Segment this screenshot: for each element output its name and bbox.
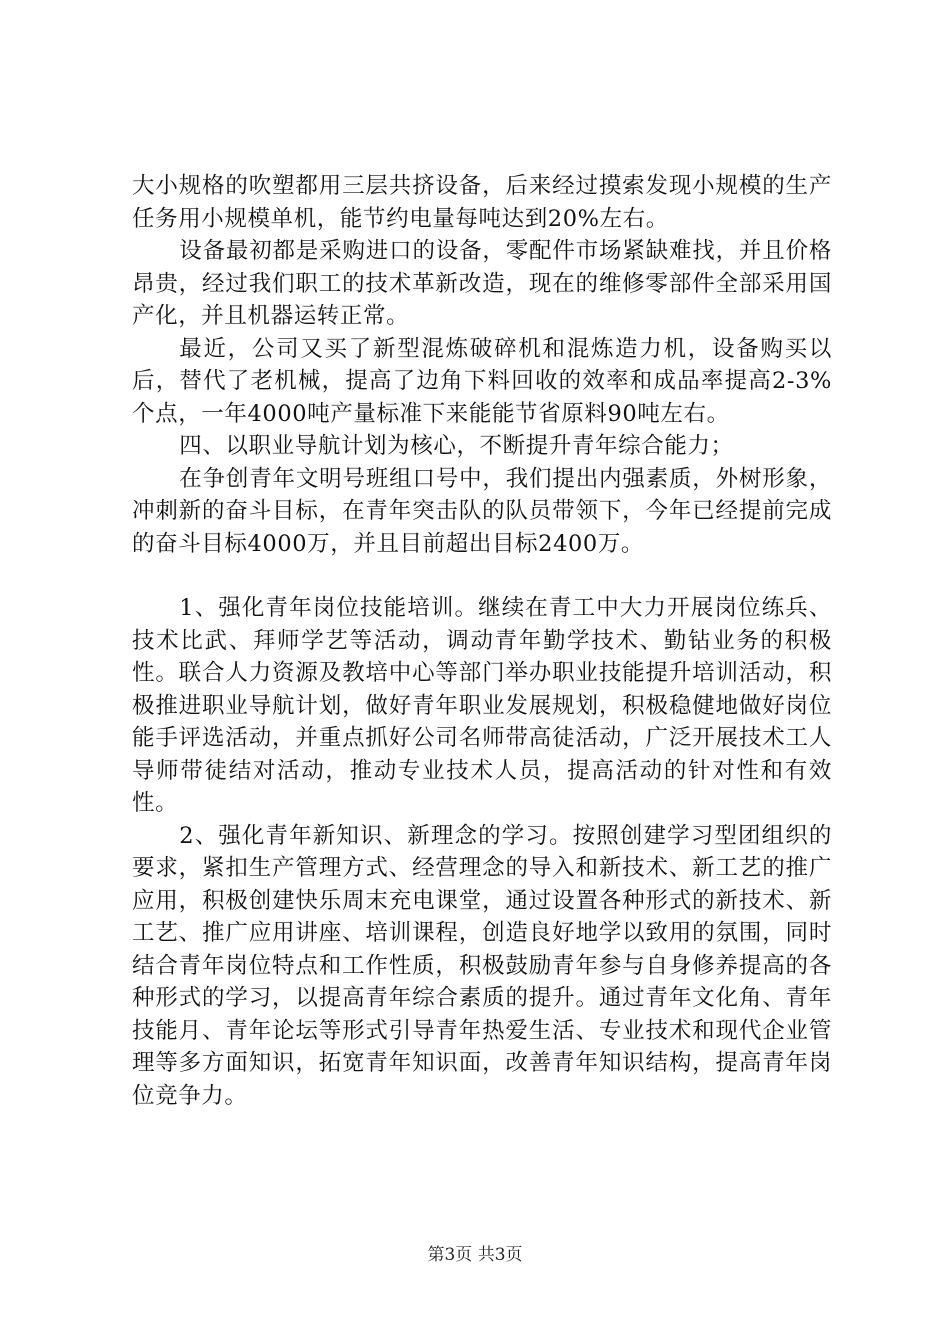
section-heading-four: 四、以职业导航计划为核心，不断提升青年综合能力； — [179, 433, 734, 459]
paragraph-equipment: 设备最初都是采购进口的设备，零配件市场紧缺难找，并且价格昂贵，经过我们职工的技术革新改造，现在的维修零部件全部采用国产化，并且机器运转正常。 — [132, 238, 832, 329]
paragraph-skill-training: 1、强化青年岗位技能培训。继续在青工中大力开展岗位练兵、技术比武、拜师学艺等活动，调动青年勤学技术、勤钻业务的积极性。联合人力资源及教培中心等部门举办职业技能提升培训活动，积极推进职业导航计划，做好青年职业发展规划，积极稳健地做好岗位能手评选活动，并重点抓好公司名师带高徒活动，广泛开展技术工人导师带徒结对活动，推动专业技术人员，提高活动的针对性和有效性。 — [132, 595, 832, 816]
paragraph-new-knowledge: 2、强化青年新知识、新理念的学习。按照创建学习型团组织的要求，紧扣生产管理方式、经营理念的导入和新技术、新工艺的推广应用，积极创建快乐周末充电课堂，通过设置各种形式的新技术、新工艺、推广应用讲座、培训课程，创造良好地学以致用的氛围，同时结合青年岗位特点和工作性质，积极鼓励青年参与自身修养提高的各种形式的学习，以提高青年综合素质的提升。通过青年文化角、青年技能月、青年论坛等形式引导青年热爱生活、专业技术和现代企业管理等多方面知识，拓宽青年知识面，改善青年知识结构，提高青年岗位竞争力。 — [132, 822, 832, 1109]
document-body — [132, 170, 832, 1112]
paragraph-new-machines: 最近，公司又买了新型混炼破碎机和混炼造力机，设备购买以后，替代了老机械，提高了边角下料回收的效率和成品率提高2-3%个点，一年4000吨产量标准下来能能节省原料90吨左右。 — [132, 335, 832, 427]
blank-line — [132, 560, 832, 592]
page-footer: 第3页 共3页 — [427, 1245, 523, 1265]
paragraph-continuation: 大小规格的吹塑都用三层共挤设备，后来经过摸索发现小规模的生产任务用小规模单机，能节约电量每吨达到20%左右。 — [132, 173, 832, 232]
paragraph-civilization-team: 在争创青年文明号班组口号中，我们提出内强素质，外树形象，冲刺新的奋斗目标，在青年突击队的队员带领下，今年已经提前完成的奋斗目标4000万，并且目前超出目标2400万。 — [132, 465, 832, 557]
